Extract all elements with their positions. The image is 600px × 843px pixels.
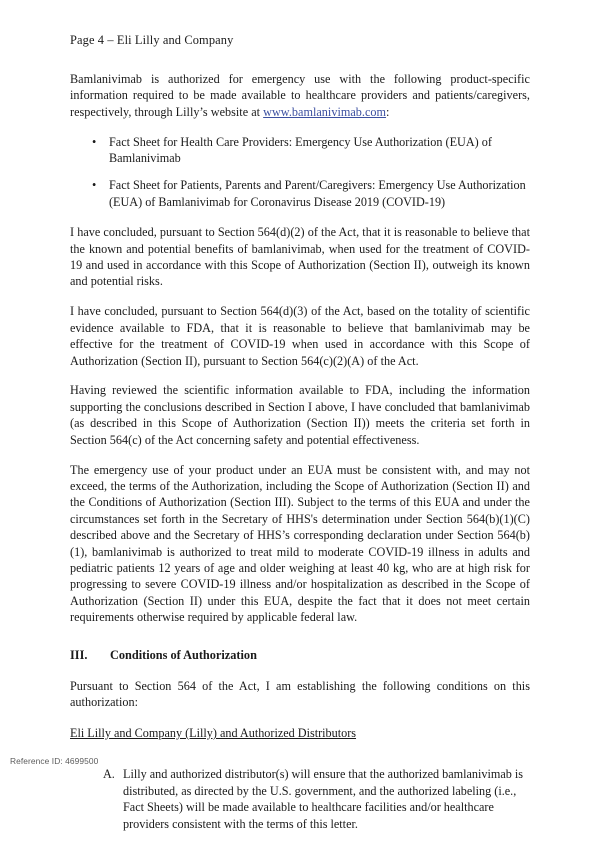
intro-text-before-link: Bamlanivimab is authorized for emergency use with the following product-specific information required to be made available to healthcare providers and patients/caregivers, respectively, through Lilly’s website at [70, 71, 530, 119]
bullet-icon: • [92, 178, 97, 193]
list-item [70, 134, 530, 167]
conditions-lead-paragraph: Pursuant to Section 564 of the Act, I am establishing the following conditions on this authorization: [70, 678, 530, 710]
conditions-lettered-list [70, 766, 530, 832]
list-item [70, 766, 530, 832]
emergency-use-paragraph: The emergency use of your product under an EUA must be consistent with, and may not exceed, the terms of the Authorization, including the Scope of Authorization (Section II) and the Conditions of Authorization (Section III). Subject to the terms of this EUA and under the circumstances set forth in the Secretary of HHS's determination under Section 564(b)(1)(C) described above and the Secretary of HHS’s corresponding declaration under Section 564(b)(1), bamlanivimab is authorized to treat mild to moderate COVID-19 illness in adults and pediatric patients 12 years of age and older weighing at least 40 kg, who are at high risk for progressing to severe COVID-19 illness and/or hospitalization as described in the Scope of Authorization (Section II) under this EUA, despite the fact that it does not meet certain requirements otherwise required by applicable federal law. [70, 462, 530, 625]
conclusion-paragraph-564d2: I have concluded, pursuant to Section 564(d)(2) of the Act, that it is reasonable to believe that the known and potential benefits of bamlanivimab, when used for the treatment of COVID-19 and used in accordance with this Scope of Authorization (Section II), outweigh its known and potential risks. [70, 225, 530, 289]
bamlanivimab-website-link[interactable]: www.bamlanivimab.com [263, 104, 387, 119]
section-heading-conditions [70, 648, 530, 664]
list-item-label: Lilly and authorized distributor(s) will ensure that the authorized bamlanivimab is distributed, as directed by the U.S. government, and the authorized labeling (i.e., Fact Sheets) will be made available to healthcare facilities and/or healthcare providers consistent with the terms of this letter. [123, 767, 524, 831]
footer-reference-id: Reference ID: 4699500 [10, 756, 99, 766]
subheading-wrapper [70, 724, 530, 754]
section-title: Conditions of Authorization [110, 647, 257, 662]
bullet-icon: • [92, 134, 97, 149]
intro-text-after-link: : [386, 104, 390, 119]
page-content [70, 33, 530, 843]
fact-sheet-list [70, 134, 530, 211]
list-item [70, 177, 530, 210]
intro-paragraph [70, 71, 530, 120]
list-item-marker: A. [103, 767, 115, 782]
list-item-label: Fact Sheet for Patients, Parents and Parent/Caregivers: Emergency Use Authorization (EUA) of Bamlanivimab for Coronavirus Disease 2019 (COVID-19) [109, 178, 526, 209]
conclusion-paragraph-564d3: I have concluded, pursuant to Section 564(d)(3) of the Act, based on the totality of scientific evidence available to FDA, that it is reasonable to believe that bamlanivimab may be effective for the treatment of COVID-19 when used in accordance with this Scope of Authorization (Section II), pursuant to Section 564(c)(2)(A) of the Act. [70, 304, 530, 368]
criteria-paragraph-564c: Having reviewed the scientific information available to FDA, including the information supporting the conclusions described in Section I above, I have concluded that bamlanivimab (as described in this Scope of Authorization (Section II)) meets the criteria set forth in Section 564(c) of the Act concerning safety and potential effectiveness. [70, 383, 530, 447]
section-number: III. [70, 647, 88, 662]
list-item-label: Fact Sheet for Health Care Providers: Emergency Use Authorization (EUA) of Bamlanivimab [109, 134, 492, 165]
page-header: Page 4 – Eli Lilly and Company [70, 33, 234, 47]
subheading-authorized-distributors: Eli Lilly and Company (Lilly) and Authorized Distributors [70, 725, 357, 740]
